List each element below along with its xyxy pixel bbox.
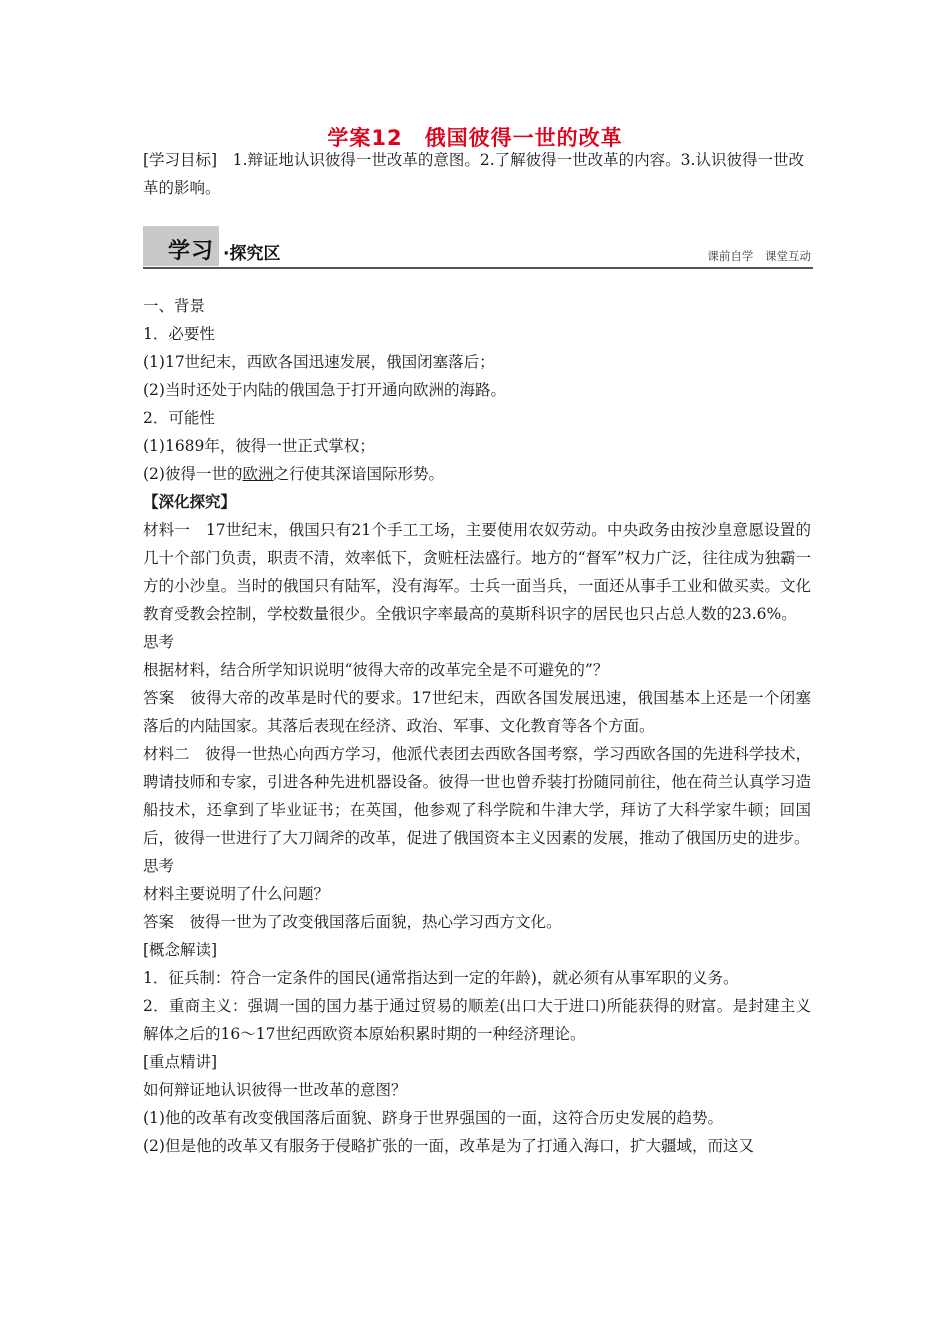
- key-question: 如何辩证地认识彼得一世改革的意图？: [143, 1081, 407, 1099]
- think-label-2: 思考: [143, 857, 175, 875]
- item-possibility: 2．可能性: [143, 409, 215, 427]
- banner-main-label: 学习: [168, 239, 215, 264]
- item-necessity-2: (2)当时还处于内陆的俄国急于打开通向欧洲的海路。: [143, 381, 506, 399]
- material-two: 材料二 彼得一世热心向西方学习，他派代表团去西欧各国考察，学习西欧各国的先进科学技术，聘请技师和专家，引进各种先进机器设备。彼得一世也曾乔装打扮随同前往，他在荷兰认真学习造船技术，还拿到了毕业证书；在英国，他参观了科学院和牛津大学，拜访了大科学家牛顿；回国后，彼得一世进行了大刀阔斧的改革，促进了俄国资本主义因素的发展，推动了俄国历史的进步。: [143, 745, 811, 847]
- item-necessity: 1．必要性: [143, 325, 215, 343]
- item-possibility-2: [143, 460, 811, 488]
- key-point-2: (2)但是他的改革又有服务于侵略扩张的一面，改革是为了打通入海口，扩大疆域，而这又: [143, 1137, 754, 1155]
- item-necessity-1: (1)17世纪末，西欧各国迅速发展，俄国闭塞落后；: [143, 353, 495, 371]
- text-segment: 之行使其深谙国际形势。: [273, 465, 444, 483]
- banner-sub-label: ·探究区: [223, 244, 281, 264]
- main-content: [143, 292, 811, 1160]
- material-one: 材料一 17世纪末，俄国只有21个手工工场，主要使用农奴劳动。中央政务由按沙皇意愿设置的几十个部门负责，职责不清，效率低下，贪赃枉法盛行。地方的“督军”权力广泛，往往成为独霸一方的小沙皇。当时的俄国只有陆军，没有海军。士兵一面当兵，一面还从事手工业和做买卖。文化教育受教会控制，学校数量很少。全俄识字率最高的莫斯科识字的居民也只占总人数的23.6%。: [143, 521, 811, 623]
- key-points-heading: [重点精讲]: [143, 1053, 218, 1071]
- heading-background: 一、背景: [143, 297, 206, 315]
- key-point-1: (1)他的改革有改变俄国落后面貌、跻身于世界强国的一面，这符合历史发展的趋势。: [143, 1109, 723, 1127]
- concept-heading: [概念解读]: [143, 941, 218, 959]
- banner-divider: [143, 267, 813, 269]
- deep-inquiry-heading: 【深化探究】: [143, 492, 237, 511]
- section-banner: [143, 223, 813, 269]
- text-segment: (2)彼得一世的: [143, 465, 243, 483]
- underlined-term: 欧洲: [242, 465, 274, 483]
- question-1: 根据材料，结合所学知识说明“彼得大帝的改革完全是不可避免的”？: [143, 661, 609, 679]
- page-title: 学案12 俄国彼得一世的改革: [327, 126, 623, 150]
- question-2: 材料主要说明了什么问题？: [143, 885, 330, 903]
- banner-right-label: 课前自学 课堂互动: [707, 249, 811, 263]
- learning-goals: [学习目标] 1.辩证地认识彼得一世改革的意图。2.了解彼得一世改革的内容。3.认识彼得一世改革的影响。: [143, 151, 804, 197]
- concept-1: 1．征兵制：符合一定条件的国民(通常指达到一定的年龄)，就必须有从事军职的义务。: [143, 969, 739, 987]
- item-possibility-1: (1)1689年，彼得一世正式掌权；: [143, 437, 375, 455]
- think-label-1: 思考: [143, 633, 175, 651]
- concept-2: 2．重商主义：强调一国的国力基于通过贸易的顺差(出口大于进口)所能获得的财富。是封建主义解体之后的16～17世纪西欧资本原始积累时期的一种经济理论。: [143, 997, 811, 1043]
- answer-2: 答案 彼得一世为了改变俄国落后面貌，热心学习西方文化。: [143, 913, 562, 931]
- answer-1: 答案 彼得大帝的改革是时代的要求。17世纪末，西欧各国发展迅速，俄国基本上还是一个闭塞落后的内陆国家。其落后表现在经济、政治、军事、文化教育等各个方面。: [143, 689, 811, 735]
